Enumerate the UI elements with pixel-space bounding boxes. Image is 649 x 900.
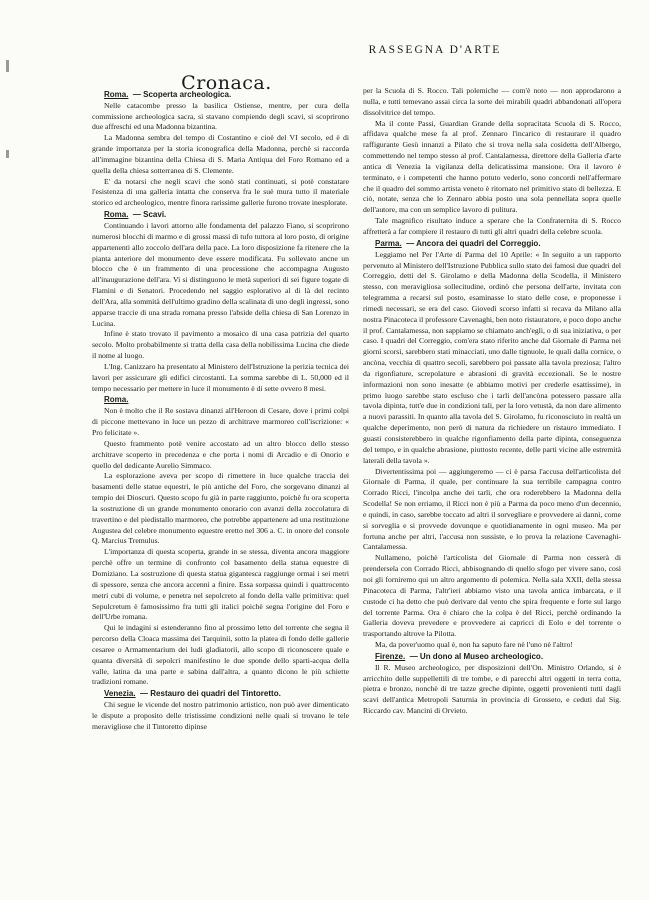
section-place: Parma.: [375, 238, 402, 248]
section-heading: [92, 89, 349, 101]
left-column: [92, 72, 349, 733]
section-title: Cronaca.: [181, 72, 272, 94]
paragraph: Non è molto che il Re sostava dinanzi all'Heroon di Cesare, dove i primi colpi di piccone mettevano in luce un pezzo di architrave marmoreo coll'iscrizione: « Pro felicitate ».: [92, 406, 349, 437]
paragraph: E' da notarsi che negli scavi che sonò stati continuati, si potè constatare l'esistenza di una galleria intatta che conserva fra le suè mura tutto il materiale storico ed archeologico, mentre finora rarissime gallerie furono trovate inesplorate.: [92, 176, 349, 208]
margin-mark: [6, 60, 9, 72]
paragraph: L'importanza di questa scoperta, grande in se stessa, diventa ancora maggiore perchè offre un termine di confronto col basamento della statua equestre di Domiziano. La sostruzione di questa statua gigantesca raggiunge ormai i sei metri di spessore, senza che ancora accenni a finire. Essa sorpassa quindi i quattrocento metri cubi di volume, e penetra nel sepolcreto al fondo della valle primitiva: quel Sepulcretum è famosissimo fra tutti gli italici poichè segna l'origine del Foro e dell'Urbe romana.: [92, 547, 349, 622]
paragraph: Infine è stato trovato il pavimento a mosaico di una casa patrizia del quarto secolo. Molto probabilmente si tratta della casa della nobilissima Lucina che diede il nome al luogo.: [92, 329, 349, 361]
section-place: Roma.: [104, 210, 129, 220]
heading-dash: —: [407, 651, 420, 661]
section-heading: [92, 688, 349, 700]
paragraph: Nelle catacombe presso la basilica Ostiense, mentre, per cura della commissione archeologica sacra, si stavano compiendo degli scavi, si scoprirono due affreschi ed una Madonna bizantina.: [92, 100, 349, 132]
paragraph: Ma, da pover'uomo qual è, non ha saputo fare nè l'uno nè l'altro!: [375, 640, 573, 650]
paragraph: Divertentissima poi — aggiungeremo — ci è parsa l'accusa dell'articolista del Giornale di Parma, il quale, per continuare la sua terribile campagna contro Corrado Ricci, l'incolpa anche dei tarli, che ora roderebbero la Madonna della Scodella! Se non erriamo, il Ricci non è più a Parma da poco meno d'un decennio, e quindi, in caso, sarebbe toccato ad altri il sorvegliare e provvedere ai danni, come si sorveglia e si provvede dovunque e quotidianamente in ogni museo. Ma per fortuna anche per altri, l'accusa non sussiste, e lo prova la relazione Cavenaghi-Cantalamessa.: [363, 466, 621, 552]
right-column: [363, 86, 621, 717]
section-heading: [363, 651, 621, 663]
section-place: Firenze.: [375, 651, 406, 661]
paragraph: Ma il conte Passi, Guardian Grande della sopracitata Scuola di S. Rocco, affidava qualche mese fa al prof. Zennaro l'incarico di restaurare il quadro raffigurante Gesù innanzi a Pilato che si trova nella sala cosidetta dell'Albergo, commettendo nel tempo stesso al prof. Cantalamessa, direttore della Galleria d'arte antica di Venezia la vigilanza della delicatissima mansione. Ora il lavoro è terminato, e i competenti che hanno potuto vederlo, sono concordi nell'affermare che il quadro del sommo artista veneto è ritornato nel primitivo stato di bellezza. E ciò, notate, senza che lo Zennaro abbia posto una sola pennellata sopra quelle dell'autore, ma con un semplice lavoro di pulitura.: [363, 118, 621, 215]
paragraph: Qui le indagini si estenderanno fino al prossimo letto del torrente che segna il percorso della Cloaca massima dei Tarquinii, sotto la platea di fondo delle gallerie cesaree o Armamentarium dei ludi gladiatorii, allo scopo di riconoscere quale e quanta diversità di sepolcri manifestino le due sponde dello sparti-acqua della valle, latina da una parte e sabina dall'altra, a quanto dicono le più schiette tradizioni romane.: [92, 623, 349, 687]
paragraph: Nullameno, poichè l'articolista del Giornale di Parma non cesserà di prendersela con Corrado Ricci, abbisognando di quello sfogo per vivere sano, così noi gli forniremo qui un altro argomento di polemica. Nella sala XXII, della stessa Pinacoteca di Parma, l'altr'ieri abbiamo visto una tavola antica imbarcata, e il custode ci ha detto che può derivare dal vento che spira frequente e forte sul largo del torrente Parma. Ora è chiaro che la colpa è del Ricci, perchè ordinando la Galleria doveva prevedere e provvedere ai capricci di Eolo e del torrente o trasportando altrove la Pilotta.: [363, 553, 621, 639]
section-heading: [92, 209, 349, 221]
section-subject: Scoperta archeologica.: [143, 89, 232, 99]
section-heading: [363, 238, 621, 250]
running-header: RASSEGNA D'ARTE: [368, 44, 502, 56]
heading-dash: —: [137, 689, 151, 699]
section-subject: Ancora dei quadri del Correggio.: [416, 238, 541, 248]
paragraph: La esplorazione aveva per scopo di rimettere in luce qualche traccia dei basamenti delle statue equestri, le più antiche del Foro, che sorgevano dinanzi al tempio dei Dioscuri. Questo scopo fu già in parte raggiunto, poichè fu ora scoperta la sostruzione di un grande monumento onorario con avanzi della zoccolatura di travertino e del piedistallo marmoreo, che potrebbe appartenere ad una restituzione Augustea del celebre monumento equestre eretto nel 306 a. C. in onore del console Q. Marcius Tremulus.: [92, 471, 349, 546]
paragraph: Il R. Museo archeologico, per disposizioni dell'On. Ministro Orlando, si è arricchito delle suppellettili di tre tombe, e di parecchi altri oggetti in terra cotta, pietra e bronzo, nonchè di tre tazze greche dipinte, oggetti provenienti tutti dagli scavi dell'antica Metropoli Saturnia in provincia di Grosseto, e ceduti dal Sig. Riccardo cav. Mancini di Orvieto.: [363, 662, 621, 716]
paragraph: Tale magnifico risultato induce a sperare che la Confraternita di S. Rocco affretterà a far compiere il restauro di tutti gli altri quadri della celebre scuola.: [363, 216, 621, 236]
paragraph: L'Ing. Canizzaro ha presentato al Ministero dell'Istruzione la perizia tecnica dei lavori per assicurare gli edifici circostanti. La somma sarebbe di L. 50,000 ed il tempo necessario per mettere in luce il monumento è di sette ovvero 8 mesi.: [92, 361, 349, 393]
heading-dash: —: [130, 89, 144, 99]
section-subject: Restauro dei quadri del Tintoretto.: [150, 689, 281, 699]
section-heading: [92, 394, 349, 406]
paragraph: Leggiamo nel Per l'Arte di Parma del 10 Aprile: « In seguito a un rapporto pervenuto al Ministero dell'Istruzione Pubblica sullo stato dei famosi due quadri del Correggio, detti del S. Girolamo e della Madonna della Scodella, il Ministero stesso, con meravigliosa sollecitudine, ordinò che persona dell'arte, invitata con telegramma a recarsi sul posto, esaminasse lo stato delle cose, e proponesse i rimedi necessari, se era del caso. Giovedì scorso infatti si recava da Milano alla nostra Pinacoteca il professore Cavenaghi, ben noto ristauratore, e poco dopo anche il prof. Cantalamessa, non sappiamo se chiamato anch'egli, o di sua iniziativa, o per caso. I quadri del Correggio, com'era stato riferito anche dal Giornale di Parma nei giorni scorsi, sarebbero stati minacciati, uno dalle tignuole, le quali dalla cornice, o ancòna, vecchia di quattro secoli, sarebbero poi passate alla tavola preziosa; l'altro da rigonfiature, screpolature e abrasioni di gravità eccezionali. Se le nostre informazioni non sono inesatte (e abbiamo motivi per crederle esattissime), in primo luogo sarebbe stato escluso che i tarli dell'ancòna potessero passare alla tavola dipinta, tutt'e due in condizioni tali, per la loro vetustà, da non dare alimento a nuovi parassiti. In quanto alla tavola del S. Girolamo, fu riconosciuto in realtà un qualche deperimento, non però di natura da richiedere un ristauro immediato. I guasti consisterebbero in qualche rigonfiamento della parte dipinta, conseguenza del tempo, e in qualche abrasione, piuttosto recente, delle parti vicine alle estremità laterali della tavola ».: [363, 249, 621, 465]
section-subject: Scavi.: [143, 210, 167, 220]
paragraph: Chi segue le vicende del nostro patrimonio artistico, non può aver dimenticato le dispute a proposito delle tristissime condizioni nelle quali si trovano le tele meravigliose che il Tintoretto dipinse: [92, 700, 349, 731]
heading-dash: —: [403, 238, 417, 248]
section-subject: Un dono al Museo archeologico.: [419, 651, 544, 661]
paragraph: per la Scuola di S. Rocco. Tali polemiche — com'è noto — non approdarono a nulla, e tutti temevano assai circa la sorte dei mirabili quadri abbandonati all'opera dissolvitrice del tempo.: [363, 86, 621, 117]
paragraph: Continuando i lavori attorno alle fondamenta del palazzo Fiano, si scoprirono numerosi blocchi di marmo e di grossi massi di tufo tuttora al loro posto, di origine appartenenti allo zoccolo dell'ara della pace. La loro disposizione fa ritenere che la pianta anteriore del monumento deve essere modificata. Fu sollevato ancne un blocco che è un frammento di una processione che accompagna Augusto all'inaugurazione dell'ara. Vi si distinguono le metà superiori di sei figure togate di Flamini e di Senatori. Procedendo nel saggio esplorativo al di là del recinto dell'Ara, alla sommità dell'ultimo gradino della scalinata di uno degli ingressi, sono apparse traccie di una strada romana presso l'abside della chiesa di San Lorenzo in Lucina.: [92, 220, 349, 328]
section-place: Roma.: [104, 89, 129, 99]
paragraph: Questo frammento potè venire accostato ad un altro blocco dello stesso architrave scoperto in precedenza e che porta i nomi di Arcadio e di Onorio e quello del dedicante Aurelio Simmaco.: [92, 438, 349, 470]
paragraph: La Madonna sembra del tempo di Costantino e cioè del VI secolo, ed è di grande importanza per la storia iconografica della Madonna, perchè si raccorda all'immagine bizantina della Chiesa di S. Maria Antiqua del Foro Romano ed a quella della chiesa sotterranea di S. Clemente.: [92, 133, 349, 175]
section-place: Venezia.: [104, 689, 136, 699]
heading-dash: —: [130, 210, 144, 220]
section-place: Roma.: [104, 395, 129, 405]
margin-mark: [6, 150, 9, 158]
